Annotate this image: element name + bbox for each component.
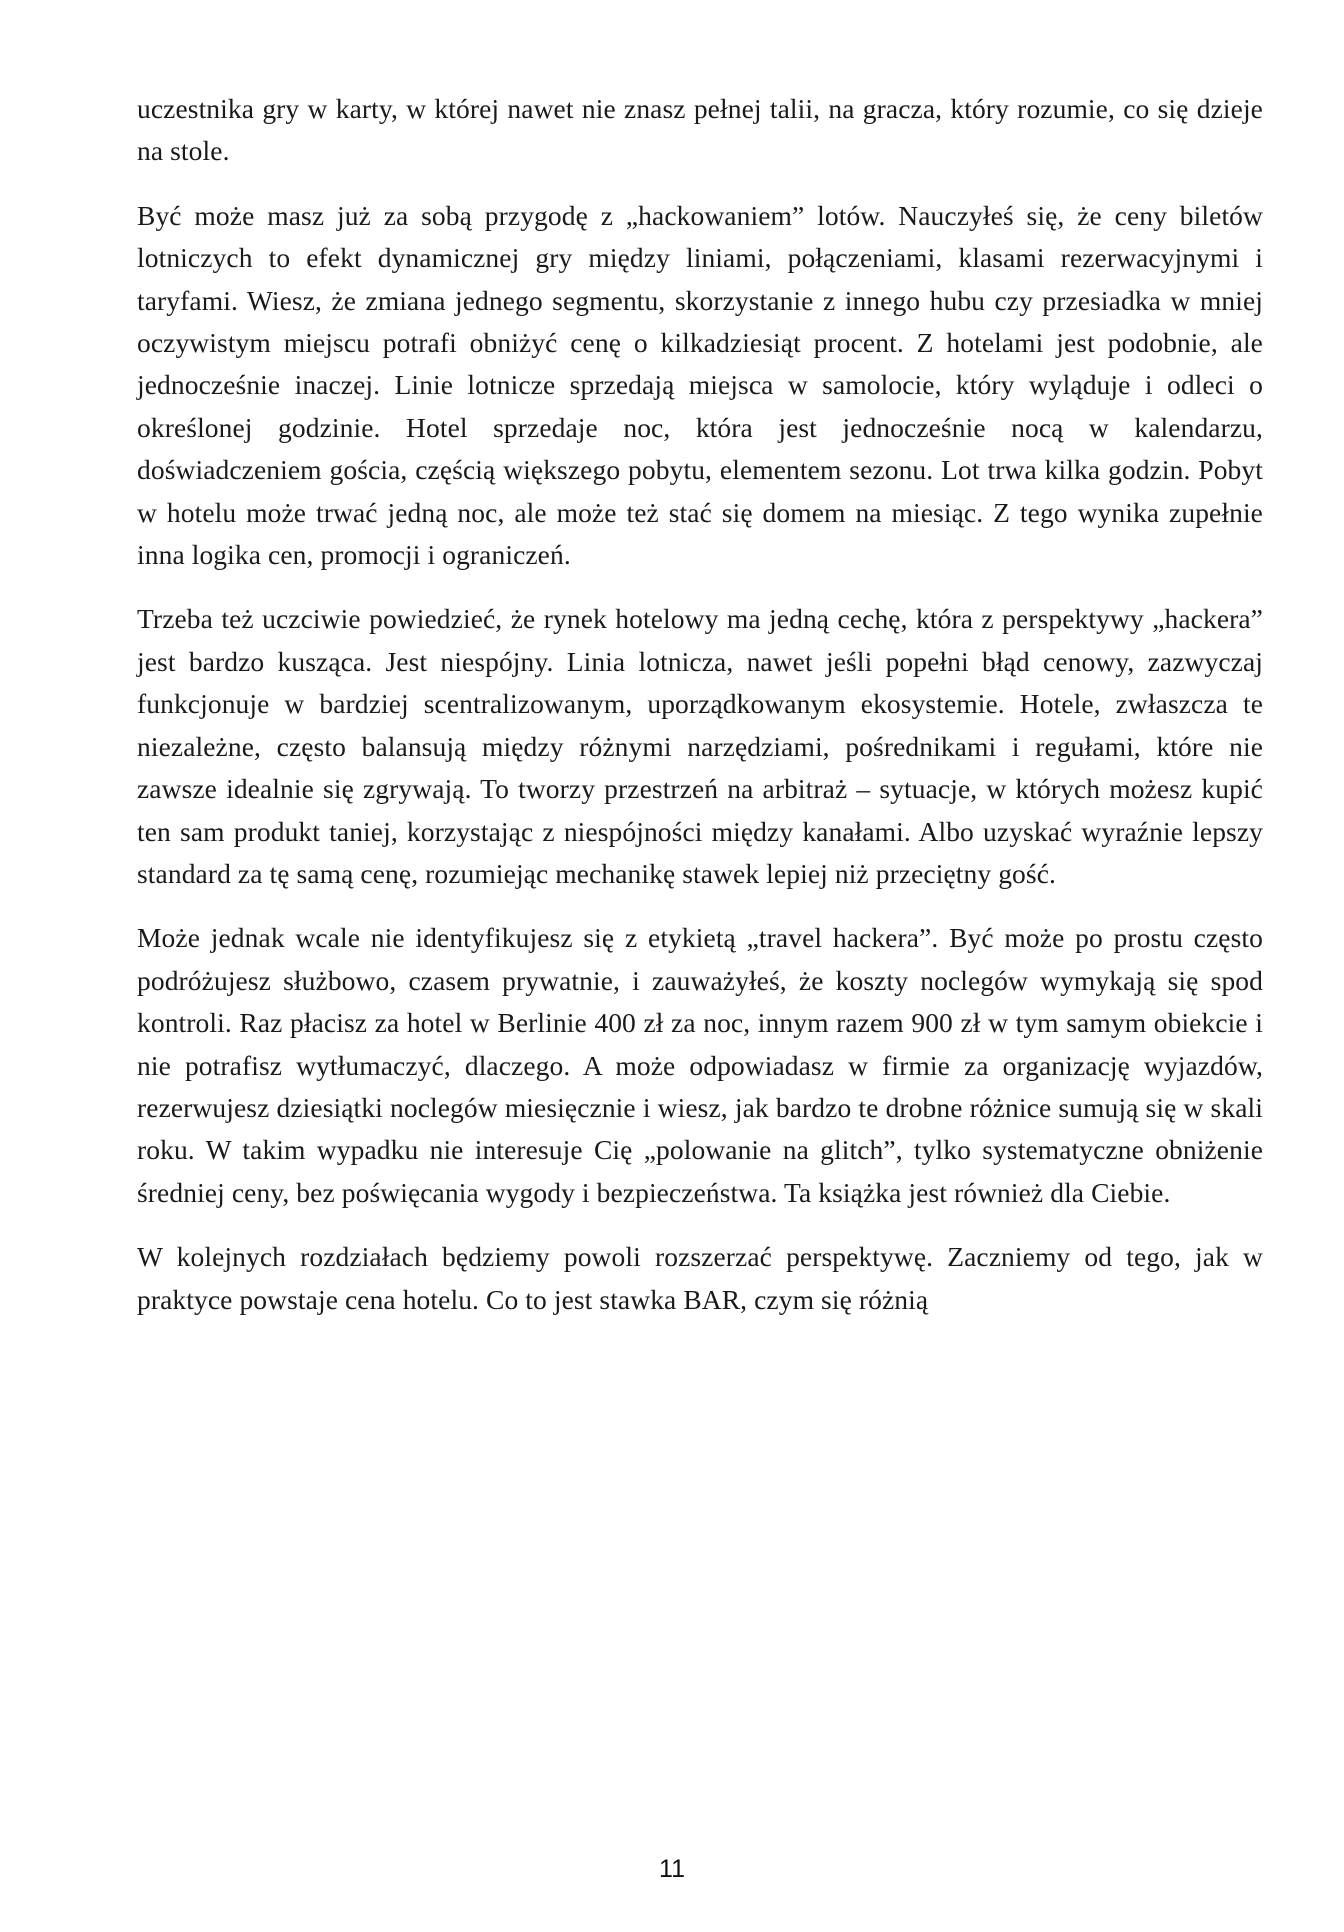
- paragraph-card-game-continuation: uczestnika gry w karty, w której nawet nie znasz pełnej talii, na gracza, który rozumie, co się dzieje na stole.: [137, 93, 1263, 167]
- paragraph-next-chapters: W kolejnych rozdziałach będziemy powoli rozszerzać perspektywę. Zaczniemy od tego, jak w praktyce powstaje cena hotelu. Co to jest stawka BAR, czym się różnią: [137, 1241, 1263, 1315]
- paragraph-flight-hacking: Być może masz już za sobą przygodę z „hackowaniem” lotów. Nauczyłeś się, że ceny biletów lotniczych to efekt dynamicznej gry między liniami, połączeniami, klasami rezerwacyjnymi i taryfami. Wiesz, że zmiana jednego segmentu, skorzystanie z innego hubu czy przesiadka w mniej oczywistym miejscu potrafi obniżyć cenę o kilkadziesiąt procent. Z hotelami jest podobnie, ale jednocześnie inaczej. Linie lotnicze sprzedają miejsca w samolocie, który wyląduje i odleci o określonej godzinie. Hotel sprzedaje noc, która jest jednocześnie nocą w kalendarzu, doświadczeniem gościa, częścią większego pobytu, elementem sezonu. Lot trwa kilka godzin. Pobyt w hotelu może trwać jedną noc, ale może też stać się domem na miesiąc. Z tego wynika zupełnie inna logika cen, promocji i ograniczeń.: [137, 199, 1263, 571]
- paragraph-hotel-market-inconsistency: Trzeba też uczciwie powiedzieć, że rynek hotelowy ma jedną cechę, która z perspektywy „hackera” jest bardzo kusząca. Jest niespójny. Linia lotnicza, nawet jeśli popełni błąd cenowy, zazwyczaj funkcjonuje w bardziej scentralizowanym, uporządkowanym ekosystemie. Hotele, zwłaszcza te niezależne, często balansują między różnymi narzędziami, pośrednikami i regułami, które nie zawsze idealnie się zgrywają. To tworzy przestrzeń na arbitraż – sytuacje, w których możesz kupić ten sam produkt taniej, korzystając z niespójności między kanałami. Albo uzyskać wyraźnie lepszy standard za tę samą cenę, rozumiejąc mechanikę stawek lepiej niż przeciętny gość.: [137, 603, 1263, 889]
- page-body: [137, 88, 1263, 1343]
- paragraph-business-traveler: Może jednak wcale nie identyfikujesz się z etykietą „travel hackera”. Być może po prostu często podróżujesz służbowo, czasem prywatnie, i zauważyłeś, że koszty noclegów wymykają się spod kontroli. Raz płacisz za hotel w Berlinie 400 zł za noc, innym razem 900 zł w tym samym obiekcie i nie potrafisz wytłumaczyć, dlaczego. A może odpowiadasz w firmie za organizację wyjazdów, rezerwujesz dziesiątki noclegów miesięcznie i wiesz, jak bardzo te drobne różnice sumują się w skali roku. W takim wypadku nie interesuje Cię „polowanie na glitch”, tylko systematyczne obniżenie średniej ceny, bez poświęcania wygody i bezpieczeństwa. Ta książka jest również dla Ciebie.: [137, 922, 1263, 1208]
- page-number: 11: [659, 1855, 685, 1883]
